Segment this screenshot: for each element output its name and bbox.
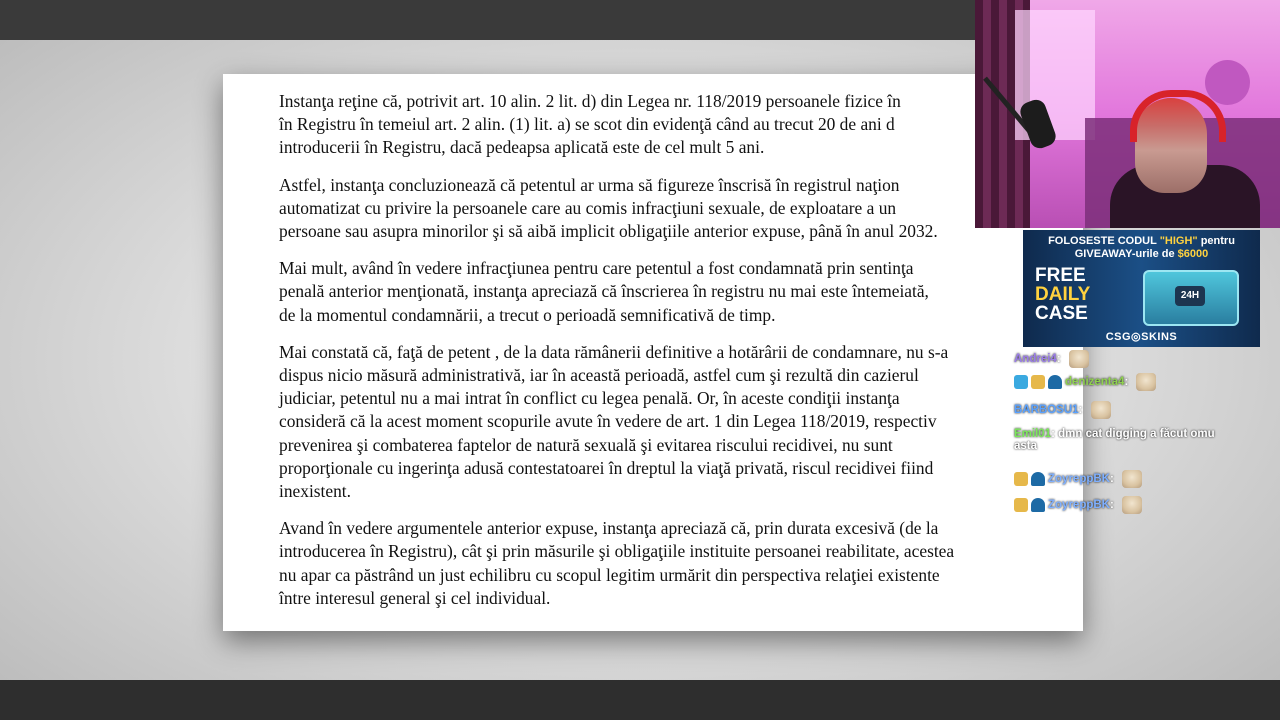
document-line: penală anterior menţionată, instanţa apreciază că înscrierea în registru nu mai este întemeiată,	[279, 281, 929, 302]
sponsor-code: "HIGH"	[1159, 235, 1198, 247]
document-line: Avand în vedere argumentele anterior expuse, instanţa apreciază că, prin durata excesivă (de la	[279, 518, 939, 539]
document-line: automatizat cu privire la persoanele care au comis infracţiuni sexuale, de exploatare a un	[279, 197, 897, 218]
chat-badge-icon	[1048, 375, 1062, 389]
chat-separator: :	[1109, 499, 1118, 512]
daily-label: DAILY	[1035, 284, 1091, 305]
document-line: dispus nicio măsură administrativă, iar în această perioadă, astfel cum şi rezultă din cazierul	[279, 365, 919, 386]
chat-message-text-continued: asta	[1014, 440, 1038, 452]
sponsor-promo-line-1	[1023, 235, 1260, 247]
chat-badge-icon	[1014, 375, 1028, 389]
document-line: de la momentul condamnării, a trecut o perioadă semnificativă de timp.	[279, 304, 776, 325]
case-24h-tag: 24H	[1175, 286, 1205, 306]
case-label: CASE	[1035, 303, 1088, 324]
document-line: consideră că la acest moment scopurile avute în vedere de art. 1 din Legea 118/2019, respectiv	[279, 411, 937, 432]
document-line: introducerea în Registru), cât şi prin măsurile şi obligaţiile instituite persoanei reabilitate, acestea	[279, 541, 955, 562]
chat-emote-icon	[1136, 373, 1156, 391]
chat-username[interactable]: ZoyreppBK	[1048, 499, 1110, 512]
document-line: persoane sau asupra minorilor şi să aibă implicit obligaţiile anterior expuse, până în anul 2032.	[279, 221, 938, 242]
chat-emote-icon	[1069, 350, 1089, 368]
sponsor-line2-prefix: GIVEAWAY-urile de	[1074, 248, 1178, 260]
chat-username[interactable]: BARBOSU1	[1014, 404, 1079, 417]
chat-emote-icon	[1122, 496, 1142, 514]
document-line: Mai mult, având în vedere infracţiunea pentru care petentul a fost condamnată prin sentinţa	[279, 258, 914, 279]
bottom-letterbox-bar	[0, 680, 1280, 720]
document-line: prevenirea şi combaterea faptelor de natură sexuală şi evitarea riscului recidivei, nu sunt	[279, 434, 893, 455]
chat-message	[1014, 373, 1156, 395]
court-document-page	[223, 74, 1083, 631]
sponsor-banner[interactable]	[1023, 230, 1260, 347]
document-line: Mai constată că, faţă de petent , de la data rămânerii definitive a hotărârii de condamnare, nu s-a	[279, 341, 949, 362]
document-line: Astfel, instanţa concluzionează că petentul ar urma să figureze înscrisă în registrul naţion	[279, 174, 900, 195]
sponsor-brand-logo: CSG◎SKINS	[1105, 331, 1178, 343]
document-line: inexistent.	[279, 481, 351, 502]
chat-username[interactable]: denizenta4	[1065, 376, 1125, 389]
sponsor-amount: $6000	[1177, 248, 1209, 260]
chat-emote-icon	[1091, 401, 1111, 419]
chat-username[interactable]: ZoyreppBK	[1048, 473, 1110, 486]
document-paragraph	[279, 257, 1039, 327]
chat-message	[1014, 496, 1142, 518]
chat-separator: :	[1124, 376, 1132, 389]
chat-emote-icon	[1122, 470, 1142, 488]
chat-message	[1014, 350, 1089, 372]
document-line: nu apar ca păstrând un just echilibru cu scopul legitim urmărit din perspectiva relaţiei existente	[279, 564, 940, 585]
sponsor-promo-line-2	[1023, 248, 1260, 260]
document-line: introducerii în Registru, dacă pedeapsa aplicată este de cel mult 5 ani.	[279, 137, 765, 158]
chat-separator: :	[1056, 353, 1064, 366]
sponsor-line1-suffix: pentru	[1197, 235, 1235, 247]
chat-username[interactable]: Emil01	[1014, 428, 1052, 440]
document-line: judiciar, petentul nu a mai intrat în conflict cu legea penală. Or, în aceste condiţii instanţa	[279, 388, 900, 409]
chat-message	[1014, 428, 1215, 450]
case-chest-icon	[1143, 270, 1239, 326]
chat-message-text: dmn cat digging a făcut omu	[1058, 428, 1215, 440]
document-text-body	[279, 90, 1039, 624]
document-line: între interesul general şi cel individual.	[279, 587, 551, 608]
chat-badge-icon	[1031, 375, 1045, 389]
document-paragraph	[279, 517, 1039, 610]
chat-message	[1014, 401, 1111, 423]
document-line: în Registru în temeiul art. 2 alin. (1) lit. a) se scot din evidenţă când au trecut 20 de ani d	[279, 114, 895, 135]
document-paragraph	[279, 341, 1039, 503]
chat-badge-icon	[1014, 472, 1028, 486]
chat-separator: :	[1051, 428, 1059, 440]
document-paragraph	[279, 90, 1039, 160]
chat-separator: :	[1109, 473, 1118, 486]
chat-separator: :	[1078, 404, 1086, 417]
free-daily-case-text	[1035, 266, 1125, 323]
sponsor-line1-prefix: FOLOSESTE CODUL	[1048, 235, 1160, 247]
document-line: Instanţa reţine că, potrivit art. 10 alin. 2 lit. d) din Legea nr. 118/2019 persoanele fizice în	[279, 91, 901, 111]
chat-badge-icon	[1031, 498, 1045, 512]
document-paragraph	[279, 174, 1039, 244]
document-line: proporţionale cu ingerinţa adusă contestatoarei în dreptul la viaţă privată, riscul recidivei fiind	[279, 457, 934, 478]
free-label: FREE	[1035, 265, 1086, 286]
chat-username[interactable]: Andrei4	[1014, 353, 1057, 366]
webcam-lamp	[1205, 60, 1250, 105]
streamer-webcam	[975, 0, 1280, 228]
chat-badge-icon	[1014, 498, 1028, 512]
chat-message	[1014, 470, 1142, 492]
chat-badge-icon	[1031, 472, 1045, 486]
